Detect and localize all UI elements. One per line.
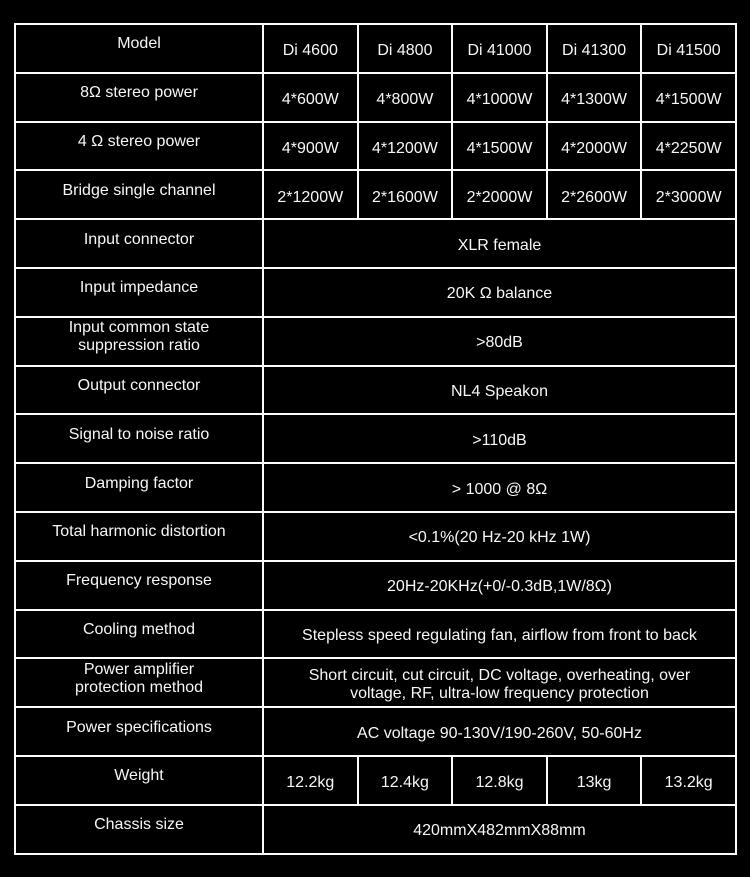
model-header-cell: Di 41000 [452, 24, 547, 73]
table-row [15, 24, 736, 73]
model-header-cell: Di 41500 [641, 24, 736, 73]
spec-value-cell: 2*2600W [547, 170, 642, 219]
spec-value-cell: XLR female [263, 219, 736, 268]
spec-value-cell: 4*1500W [641, 73, 736, 122]
spec-label-cell: Input connector [15, 219, 263, 268]
spec-label-cell: Input impedance [15, 268, 263, 317]
spec-label-cell: 4 Ω stereo power [15, 122, 263, 171]
spec-value-cell [263, 658, 736, 707]
spec-label-cell: Bridge single channel [15, 170, 263, 219]
spec-value-cell: 12.2kg [263, 756, 358, 805]
spec-value-cell: 13kg [547, 756, 642, 805]
table-row [15, 756, 736, 805]
table-row [15, 610, 736, 659]
spec-value-cell: 4*600W [263, 73, 358, 122]
spec-value-cell: 4*2000W [547, 122, 642, 171]
table-row [15, 73, 736, 122]
spec-label-cell: Total harmonic distortion [15, 512, 263, 561]
table-row [15, 170, 736, 219]
table-row [15, 219, 736, 268]
spec-value-cell: 2*3000W [641, 170, 736, 219]
amplifier-spec-table [14, 23, 737, 855]
text-line: Short circuit, cut circuit, DC voltage, overheating, over [308, 666, 691, 684]
spec-value-cell: 20Hz-20KHz(+0/-0.3dB,1W/8Ω) [263, 561, 736, 610]
spec-value-cell: 2*1600W [358, 170, 453, 219]
spec-label-cell: Weight [15, 756, 263, 805]
spec-value-cell: > 1000 @ 8Ω [263, 463, 736, 512]
table-row [15, 805, 736, 854]
spec-value-cell: <0.1%(20 Hz-20 kHz 1W) [263, 512, 736, 561]
text-line: Input common state [68, 319, 210, 337]
text-line: protection method [74, 678, 204, 696]
spec-value-cell: 4*1200W [358, 122, 453, 171]
spec-value-cell: 4*2250W [641, 122, 736, 171]
text-line: Power amplifier [83, 660, 195, 678]
table-row [15, 122, 736, 171]
spec-value-cell: 12.4kg [358, 756, 453, 805]
spec-label-cell: Output connector [15, 366, 263, 415]
spec-value-cell: Stepless speed regulating fan, airflow from front to back [263, 610, 736, 659]
spec-value-cell: 20K Ω balance [263, 268, 736, 317]
spec-value-cell: 12.8kg [452, 756, 547, 805]
table-row [15, 268, 736, 317]
table-row [15, 414, 736, 463]
table-row [15, 512, 736, 561]
table-row [15, 317, 736, 366]
spec-label-cell: Chassis size [15, 805, 263, 854]
table-row [15, 463, 736, 512]
spec-value-cell: 2*2000W [452, 170, 547, 219]
text-line: voltage, RF, ultra-low frequency protection [350, 684, 649, 702]
table-row [15, 707, 736, 756]
spec-label-cell: Damping factor [15, 463, 263, 512]
spec-value-cell: >110dB [263, 414, 736, 463]
model-header-cell: Di 4600 [263, 24, 358, 73]
table-row [15, 658, 736, 707]
spec-value-cell: 4*1000W [452, 73, 547, 122]
model-label-cell: Model [15, 24, 263, 73]
spec-value-cell: 4*800W [358, 73, 453, 122]
spec-value-cell: 4*1500W [452, 122, 547, 171]
spec-label-cell: 8Ω stereo power [15, 73, 263, 122]
spec-value-cell: 2*1200W [263, 170, 358, 219]
spec-value-cell: 4*1300W [547, 73, 642, 122]
spec-value-cell: 420mmX482mmX88mm [263, 805, 736, 854]
spec-label-cell: Signal to noise ratio [15, 414, 263, 463]
spec-label-cell: Frequency response [15, 561, 263, 610]
spec-label-cell: Power specifications [15, 707, 263, 756]
spec-value-cell: 13.2kg [641, 756, 736, 805]
spec-label-cell [15, 317, 263, 366]
table-row [15, 561, 736, 610]
text-line: suppression ratio [78, 337, 200, 355]
spec-value-cell: AC voltage 90-130V/190-260V, 50-60Hz [263, 707, 736, 756]
spec-label-cell [15, 658, 263, 707]
spec-value-cell: NL4 Speakon [263, 366, 736, 415]
spec-label-cell: Cooling method [15, 610, 263, 659]
spec-value-cell: >80dB [263, 317, 736, 366]
spec-value-cell: 4*900W [263, 122, 358, 171]
table-row [15, 366, 736, 415]
model-header-cell: Di 41300 [547, 24, 642, 73]
model-header-cell: Di 4800 [358, 24, 453, 73]
